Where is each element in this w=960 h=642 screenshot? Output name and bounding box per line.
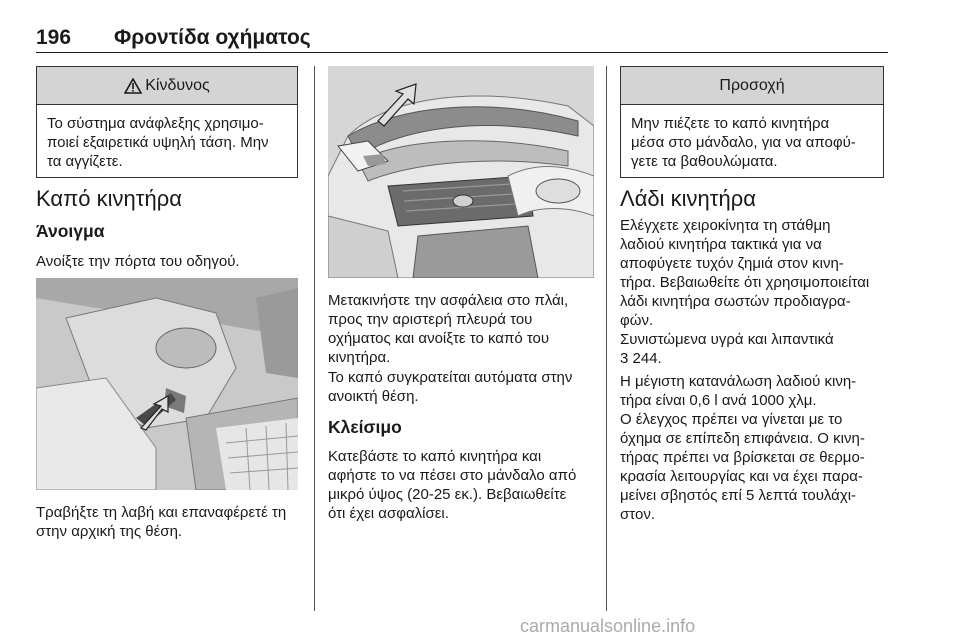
text-line: λάδι κινητήρα σωστών προδιαγρα-	[620, 293, 851, 310]
danger-text	[37, 105, 297, 180]
text-line: αποφύγετε τυχόν ζημιά στον κινη-	[620, 255, 844, 272]
text-line: ανοικτή θέση.	[328, 388, 419, 405]
text-line: οχήματος και ανοίξτε το καπό του	[328, 330, 550, 347]
paragraph-open-door: Ανοίξτε την πόρτα του οδηγού.	[36, 253, 240, 270]
caution-text-line: γετε τα βαθουλώματα.	[631, 153, 778, 170]
text-line: Το καπό συγκρατείται αυτόματα στην	[328, 369, 573, 386]
page-number: 196	[36, 26, 72, 49]
text-line: Συνιστώμενα υγρά και λιπαντικά	[620, 331, 834, 348]
text-line: προς την αριστερή πλευρά του	[328, 311, 533, 328]
text-line: κινητήρα.	[328, 349, 391, 366]
danger-box	[36, 66, 298, 178]
caution-text	[621, 105, 883, 180]
text-line: Η μέγιστη κατανάλωση λαδιού κινη-	[620, 373, 857, 390]
text-line: μικρό ύψος (20-25 εκ.). Βεβαιωθείτε	[328, 486, 567, 503]
caution-title: Προσοχή	[719, 76, 785, 94]
caution-text-line: Μην πιέζετε το καπό κινητήρα	[631, 115, 830, 132]
caution-box	[620, 66, 884, 178]
paragraph-pull-handle	[36, 503, 306, 541]
text-line: κρασία λειτουργίας και να έχει παρα-	[620, 468, 863, 485]
text-line: τήρα. Βεβαιωθείτε ότι χρησιμοποιείται	[620, 274, 870, 291]
paragraph-recommended-fluids	[620, 330, 895, 368]
danger-box-header	[37, 67, 297, 105]
paragraph-hood-auto-hold	[328, 368, 598, 406]
column-divider-1	[314, 66, 315, 611]
hood-latch-illustration	[328, 66, 594, 278]
text-line: φών.	[620, 312, 654, 329]
text-line: Ο έλεγχος πρέπει να γίνεται με το	[620, 411, 843, 428]
page-title: Φροντίδα οχήματος	[114, 26, 311, 49]
text-line: Τραβήξτε τη λαβή και επαναφέρετέ τη	[36, 504, 287, 521]
paragraph-check-conditions	[620, 410, 895, 524]
subsection-closing: Κλείσιμο	[328, 417, 402, 437]
text-line: όχημα σε επίπεδη επιφάνεια. Ο κινη-	[620, 430, 865, 447]
subsection-opening: Άνοιγμα	[36, 221, 105, 241]
danger-text-line: Το σύστημα ανάφλεξης χρησιμο-	[47, 115, 264, 132]
paragraph-max-consumption	[620, 372, 895, 410]
text-line: ότι έχει ασφαλίσει.	[328, 505, 449, 522]
paragraph-move-latch	[328, 291, 598, 367]
section-title-engine-oil: Λάδι κινητήρα	[620, 186, 756, 211]
danger-title: Κίνδυνος	[145, 76, 210, 94]
text-line: Ελέγχετε χειροκίνητα τη στάθμη	[620, 217, 831, 234]
page-reference-link[interactable]: 3 244.	[620, 350, 662, 367]
paragraph-check-oil	[620, 216, 895, 330]
watermark: carmanualsonline.info	[520, 616, 696, 636]
text-line: στον.	[620, 506, 655, 523]
column-divider-2	[606, 66, 607, 611]
section-title-hood: Καπό κινητήρα	[36, 186, 182, 211]
page-header	[36, 26, 888, 50]
text-line: λαδιού κινητήρα τακτικά για να	[620, 236, 822, 253]
text-line: Μετακινήστε την ασφάλεια στο πλάι,	[328, 292, 569, 309]
danger-text-line: ποιεί εξαιρετικά υψηλή τάση. Μην	[47, 134, 269, 151]
caution-box-header	[621, 67, 883, 105]
header-divider	[36, 52, 888, 53]
danger-text-line: τα αγγίζετε.	[47, 153, 123, 170]
paragraph-close-hood	[328, 447, 603, 523]
text-line: μείνει σβηστός επί 5 λεπτά τουλάχι-	[620, 487, 857, 504]
text-line: τήρας πρέπει να βρίσκεται σε θερμο-	[620, 449, 865, 466]
caution-text-line: μέσα στο μάνδαλο, για να αποφύ-	[631, 134, 856, 151]
warning-triangle-icon	[124, 78, 142, 94]
text-line: αφήστε το να πέσει στο μάνδαλο από	[328, 467, 577, 484]
text-line: Κατεβάστε το καπό κινητήρα και	[328, 448, 542, 465]
text-line: στην αρχική της θέση.	[36, 523, 183, 540]
hood-release-illustration	[36, 278, 298, 490]
text-line: τήρα είναι 0,6 l ανά 1000 χλμ.	[620, 392, 817, 409]
